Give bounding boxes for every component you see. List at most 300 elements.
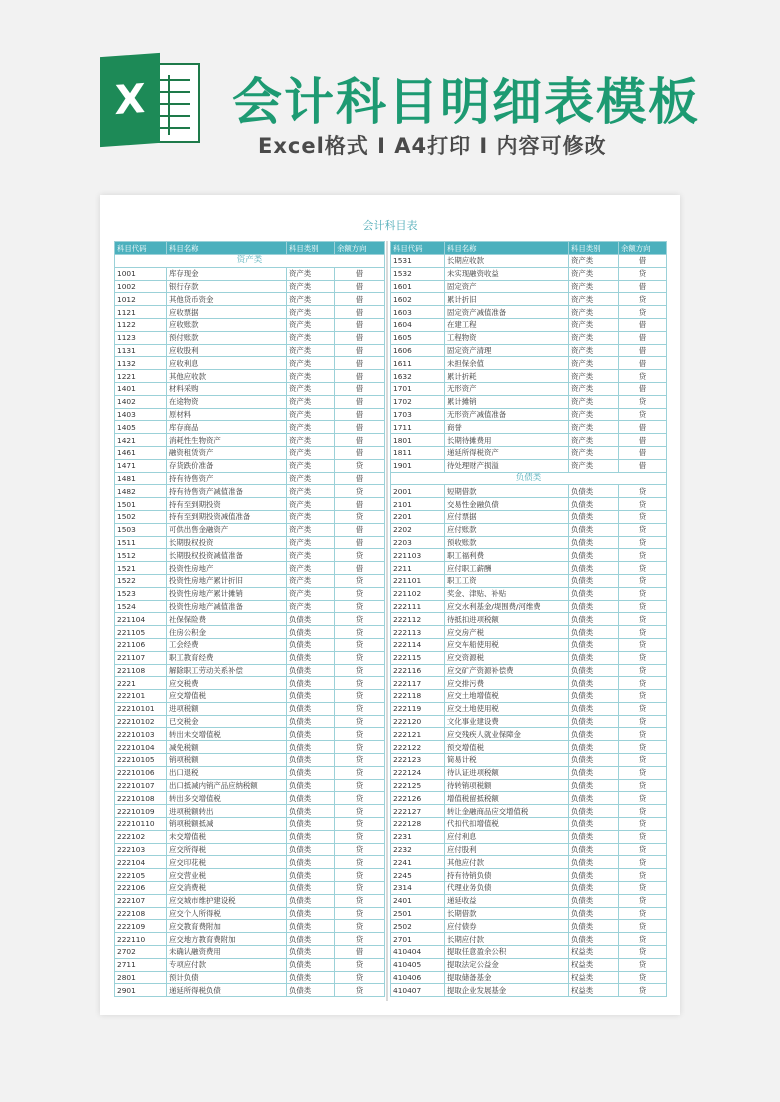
table-row — [391, 485, 667, 498]
cell-category: 资产类 — [287, 459, 335, 472]
cell-name: 应付债券 — [445, 920, 569, 933]
cell-direction: 借 — [335, 267, 385, 280]
cell-direction: 借 — [619, 434, 667, 447]
cell-category: 负债类 — [569, 562, 619, 575]
category-row — [115, 255, 385, 268]
table-row — [391, 715, 667, 728]
cell-name: 提取任意盈余公积 — [445, 946, 569, 959]
cell-name: 进项税额转出 — [167, 805, 287, 818]
cell-name: 应交教育费附加 — [167, 920, 287, 933]
cell-name: 销项税额抵减 — [167, 818, 287, 831]
cell-category: 负债类 — [569, 792, 619, 805]
cell-category: 负债类 — [569, 587, 619, 600]
cell-direction: 借 — [619, 344, 667, 357]
table-row — [391, 255, 667, 268]
cell-direction: 贷 — [619, 741, 667, 754]
table-row — [391, 805, 667, 818]
cell-category: 负债类 — [569, 702, 619, 715]
cell-category: 资产类 — [569, 434, 619, 447]
cell-code: 1405 — [115, 421, 167, 434]
cell-name: 住房公积金 — [167, 626, 287, 639]
cell-direction: 贷 — [335, 638, 385, 651]
cell-direction: 贷 — [335, 600, 385, 613]
cell-direction: 贷 — [335, 702, 385, 715]
table-row — [391, 651, 667, 664]
cell-name: 预付账款 — [167, 331, 287, 344]
cell-name: 代理业务负债 — [445, 882, 569, 895]
cell-name: 未交增值税 — [167, 830, 287, 843]
cell-code: 222106 — [115, 882, 167, 895]
cell-direction: 借 — [619, 446, 667, 459]
cell-name: 奖金、津贴、补贴 — [445, 587, 569, 600]
cell-direction: 借 — [335, 472, 385, 485]
cell-category: 负债类 — [287, 651, 335, 664]
cell-direction: 贷 — [335, 792, 385, 805]
cell-category: 资产类 — [569, 255, 619, 268]
cell-category: 资产类 — [569, 408, 619, 421]
cell-code: 1606 — [391, 344, 445, 357]
cell-name: 提取企业发展基金 — [445, 984, 569, 997]
cell-code: 22210108 — [115, 792, 167, 805]
cell-direction: 借 — [619, 255, 667, 268]
cell-category: 负债类 — [569, 690, 619, 703]
table-row — [115, 626, 385, 639]
cell-code: 22210102 — [115, 715, 167, 728]
excel-logo-icon — [100, 55, 200, 145]
cell-name: 应收利息 — [167, 357, 287, 370]
table-row — [115, 920, 385, 933]
cell-name: 出口退税 — [167, 766, 287, 779]
cell-name: 无形资产减值准备 — [445, 408, 569, 421]
cell-direction: 借 — [335, 331, 385, 344]
cell-code: 1511 — [115, 536, 167, 549]
cell-direction: 贷 — [619, 805, 667, 818]
table-row — [115, 357, 385, 370]
table-header-row — [115, 242, 385, 255]
cell-name: 投资性房地产减值准备 — [167, 600, 287, 613]
table-row — [391, 293, 667, 306]
cell-category: 负债类 — [569, 715, 619, 728]
cell-name: 销项税额 — [167, 754, 287, 767]
cell-direction: 贷 — [619, 613, 667, 626]
cell-direction: 借 — [335, 370, 385, 383]
cell-direction: 贷 — [335, 549, 385, 562]
column-header-category: 科目类别 — [287, 242, 335, 255]
cell-name: 待抵扣进项税额 — [445, 613, 569, 626]
cell-name: 持有待销负债 — [445, 869, 569, 882]
cell-name: 应收账款 — [167, 318, 287, 331]
cell-direction: 贷 — [335, 651, 385, 664]
cell-direction: 借 — [619, 421, 667, 434]
cell-category: 资产类 — [569, 293, 619, 306]
table-row — [391, 562, 667, 575]
cell-name: 商誉 — [445, 421, 569, 434]
cell-category: 资产类 — [287, 293, 335, 306]
cell-category: 负债类 — [287, 638, 335, 651]
cell-name: 融资租赁资产 — [167, 446, 287, 459]
cell-direction: 贷 — [619, 267, 667, 280]
cell-code: 221105 — [115, 626, 167, 639]
cell-direction: 贷 — [335, 613, 385, 626]
excel-badge — [100, 53, 160, 147]
cell-code: 1482 — [115, 485, 167, 498]
cell-code: 22210101 — [115, 702, 167, 715]
cell-direction: 贷 — [335, 485, 385, 498]
cell-category: 资产类 — [287, 370, 335, 383]
table-row — [391, 434, 667, 447]
cell-category: 负债类 — [287, 766, 335, 779]
cell-category: 负债类 — [287, 907, 335, 920]
cell-direction: 贷 — [619, 408, 667, 421]
cell-direction: 贷 — [619, 766, 667, 779]
cell-name: 累计摊销 — [445, 395, 569, 408]
cell-category: 负债类 — [569, 510, 619, 523]
cell-code: 1121 — [115, 306, 167, 319]
cell-name: 其他应收款 — [167, 370, 287, 383]
table-row — [115, 856, 385, 869]
table-row — [391, 446, 667, 459]
cell-name: 应付利息 — [445, 830, 569, 843]
cell-category: 资产类 — [569, 395, 619, 408]
cell-category: 资产类 — [569, 382, 619, 395]
cell-code: 222104 — [115, 856, 167, 869]
cell-name: 应付票据 — [445, 510, 569, 523]
cell-name: 固定资产减值准备 — [445, 306, 569, 319]
cell-code: 222113 — [391, 626, 445, 639]
cell-direction: 借 — [335, 306, 385, 319]
table-row — [115, 421, 385, 434]
cell-category: 资产类 — [287, 357, 335, 370]
cell-category: 资产类 — [287, 421, 335, 434]
cell-code: 22210109 — [115, 805, 167, 818]
cell-direction: 贷 — [619, 523, 667, 536]
cell-category: 负债类 — [569, 920, 619, 933]
cell-direction: 贷 — [335, 510, 385, 523]
table-row — [115, 830, 385, 843]
cell-code: 1001 — [115, 267, 167, 280]
cell-name: 应交房产税 — [445, 626, 569, 639]
cell-code: 1481 — [115, 472, 167, 485]
cell-category: 资产类 — [287, 600, 335, 613]
cell-direction: 借 — [619, 318, 667, 331]
table-row — [391, 933, 667, 946]
table-row — [115, 754, 385, 767]
cell-code: 2901 — [115, 984, 167, 997]
cell-code: 1901 — [391, 459, 445, 472]
cell-category: 负债类 — [287, 779, 335, 792]
cell-category: 负债类 — [287, 702, 335, 715]
cell-direction: 贷 — [619, 907, 667, 920]
cell-name: 投资性房地产累计摊销 — [167, 587, 287, 600]
cell-category: 负债类 — [287, 792, 335, 805]
cell-code: 2001 — [391, 485, 445, 498]
cell-name: 进项税额 — [167, 702, 287, 715]
cell-category: 权益类 — [569, 946, 619, 959]
table-row — [115, 434, 385, 447]
table-row — [391, 766, 667, 779]
cell-code: 2245 — [391, 869, 445, 882]
cell-direction: 贷 — [335, 894, 385, 907]
cell-code: 1501 — [115, 498, 167, 511]
table-row — [115, 779, 385, 792]
cell-name: 转出未交增值税 — [167, 728, 287, 741]
cell-name: 代扣代扣增值税 — [445, 818, 569, 831]
cell-direction: 贷 — [335, 958, 385, 971]
account-table-left — [114, 241, 385, 997]
table-row — [115, 344, 385, 357]
cell-code: 22210103 — [115, 728, 167, 741]
cell-direction: 贷 — [335, 754, 385, 767]
cell-category: 资产类 — [569, 306, 619, 319]
table-row — [391, 267, 667, 280]
cell-direction: 贷 — [619, 677, 667, 690]
cell-name: 未实现融资收益 — [445, 267, 569, 280]
cell-code: 221107 — [115, 651, 167, 664]
cell-code: 1471 — [115, 459, 167, 472]
table-row — [391, 984, 667, 997]
cell-code: 222126 — [391, 792, 445, 805]
table-row — [115, 792, 385, 805]
cell-category: 负债类 — [569, 754, 619, 767]
cell-name: 已交税金 — [167, 715, 287, 728]
cell-direction: 贷 — [619, 562, 667, 575]
table-row — [391, 536, 667, 549]
table-row — [391, 587, 667, 600]
cell-direction: 贷 — [335, 805, 385, 818]
table-row — [115, 472, 385, 485]
table-row — [115, 318, 385, 331]
cell-code: 1221 — [115, 370, 167, 383]
cell-name: 待认证进项税额 — [445, 766, 569, 779]
cell-direction: 贷 — [335, 830, 385, 843]
cell-name: 提取储备基金 — [445, 971, 569, 984]
table-row — [391, 894, 667, 907]
cell-code: 2314 — [391, 882, 445, 895]
cell-name: 银行存款 — [167, 280, 287, 293]
cell-name: 递延所得税资产 — [445, 446, 569, 459]
table-row — [391, 523, 667, 536]
cell-code: 221101 — [391, 574, 445, 587]
table-row — [115, 613, 385, 626]
cell-name: 工程物资 — [445, 331, 569, 344]
cell-name: 应交土地使用税 — [445, 702, 569, 715]
table-row — [115, 946, 385, 959]
cell-direction: 贷 — [619, 715, 667, 728]
cell-direction: 贷 — [619, 856, 667, 869]
table-row — [115, 510, 385, 523]
cell-code: 2711 — [115, 958, 167, 971]
cell-category: 负债类 — [569, 523, 619, 536]
table-row — [115, 971, 385, 984]
table-row — [391, 459, 667, 472]
cell-name: 累计折耗 — [445, 370, 569, 383]
cell-direction: 贷 — [619, 818, 667, 831]
cell-code: 222109 — [115, 920, 167, 933]
cell-category: 资产类 — [569, 318, 619, 331]
cell-direction: 贷 — [619, 933, 667, 946]
table-row — [115, 677, 385, 690]
cell-category: 资产类 — [569, 357, 619, 370]
table-row — [391, 549, 667, 562]
cell-code: 2211 — [391, 562, 445, 575]
table-row — [115, 280, 385, 293]
cell-code: 2702 — [115, 946, 167, 959]
cell-code: 1702 — [391, 395, 445, 408]
table-row — [391, 498, 667, 511]
cell-category: 负债类 — [569, 600, 619, 613]
cell-category: 资产类 — [569, 331, 619, 344]
cell-category: 资产类 — [287, 434, 335, 447]
cell-name: 长期待摊费用 — [445, 434, 569, 447]
cell-name: 应收票据 — [167, 306, 287, 319]
table-row — [391, 395, 667, 408]
cell-direction: 借 — [335, 536, 385, 549]
cell-code: 221104 — [115, 613, 167, 626]
table-row — [391, 792, 667, 805]
cell-code: 2701 — [391, 933, 445, 946]
cell-code: 1512 — [115, 549, 167, 562]
cell-code: 1524 — [115, 600, 167, 613]
cell-category: 负债类 — [569, 638, 619, 651]
table-row — [391, 280, 667, 293]
table-row — [391, 702, 667, 715]
cell-direction: 贷 — [619, 702, 667, 715]
cell-code: 2221 — [115, 677, 167, 690]
cell-category: 负债类 — [569, 549, 619, 562]
cell-name: 简易计税 — [445, 754, 569, 767]
cell-name: 应交土地增值税 — [445, 690, 569, 703]
cell-name: 累计折旧 — [445, 293, 569, 306]
page-title: 会计科目明细表模板 — [232, 73, 700, 131]
cell-name: 持有至到期投资 — [167, 498, 287, 511]
table-row — [115, 638, 385, 651]
table-row — [391, 408, 667, 421]
table-row — [115, 869, 385, 882]
table-row — [115, 843, 385, 856]
cell-direction: 借 — [335, 523, 385, 536]
table-row — [115, 446, 385, 459]
cell-code: 222108 — [115, 907, 167, 920]
cell-name: 预计负债 — [167, 971, 287, 984]
cell-code: 1502 — [115, 510, 167, 523]
table-row — [115, 562, 385, 575]
logo-letter: X — [114, 75, 146, 125]
cell-name: 库存商品 — [167, 421, 287, 434]
cell-direction: 贷 — [335, 626, 385, 639]
cell-code: 1401 — [115, 382, 167, 395]
cell-direction: 贷 — [335, 971, 385, 984]
cell-name: 应交排污费 — [445, 677, 569, 690]
cell-code: 1461 — [115, 446, 167, 459]
cell-category: 资产类 — [287, 344, 335, 357]
cell-name: 应交营业税 — [167, 869, 287, 882]
cell-name: 固定资产 — [445, 280, 569, 293]
table-row — [391, 318, 667, 331]
cell-direction: 贷 — [619, 549, 667, 562]
cell-direction: 贷 — [619, 894, 667, 907]
cell-category: 负债类 — [569, 894, 619, 907]
cell-category: 资产类 — [287, 472, 335, 485]
table-row — [391, 958, 667, 971]
cell-direction: 贷 — [619, 395, 667, 408]
cell-category: 负债类 — [287, 728, 335, 741]
cell-name: 预交增值税 — [445, 741, 569, 754]
cell-category: 资产类 — [287, 523, 335, 536]
cell-category: 负债类 — [287, 920, 335, 933]
cell-name: 待处理财产损溢 — [445, 459, 569, 472]
table-row — [115, 485, 385, 498]
cell-code: 1711 — [391, 421, 445, 434]
cell-code: 1605 — [391, 331, 445, 344]
cell-name: 长期借款 — [445, 907, 569, 920]
cell-direction: 借 — [335, 293, 385, 306]
cell-direction: 贷 — [619, 869, 667, 882]
cell-direction: 贷 — [335, 984, 385, 997]
cell-category: 负债类 — [569, 498, 619, 511]
cell-code: 2231 — [391, 830, 445, 843]
cell-code: 410407 — [391, 984, 445, 997]
cell-code: 2101 — [391, 498, 445, 511]
cell-category: 负债类 — [569, 856, 619, 869]
column-header-code: 科目代码 — [391, 242, 445, 255]
cell-category: 资产类 — [287, 549, 335, 562]
cell-category: 负债类 — [569, 485, 619, 498]
cell-category: 资产类 — [287, 574, 335, 587]
cell-code: 1801 — [391, 434, 445, 447]
cell-code: 1701 — [391, 382, 445, 395]
table-row — [391, 510, 667, 523]
table-row — [115, 600, 385, 613]
cell-direction: 借 — [619, 459, 667, 472]
cell-code: 1402 — [115, 395, 167, 408]
cell-category: 资产类 — [287, 280, 335, 293]
cell-direction: 贷 — [335, 728, 385, 741]
table-row — [391, 741, 667, 754]
table-row — [115, 549, 385, 562]
cell-code: 2202 — [391, 523, 445, 536]
table-row — [115, 408, 385, 421]
table-row — [115, 498, 385, 511]
table-header-row — [391, 242, 667, 255]
table-row — [115, 395, 385, 408]
table-row — [115, 715, 385, 728]
cell-name: 减免税额 — [167, 741, 287, 754]
cell-category: 资产类 — [287, 331, 335, 344]
cell-direction: 贷 — [619, 600, 667, 613]
table-row — [391, 626, 667, 639]
cell-name: 原材料 — [167, 408, 287, 421]
table-row — [115, 587, 385, 600]
table-row — [115, 306, 385, 319]
table-row — [391, 754, 667, 767]
table-row — [115, 382, 385, 395]
cell-name: 应交增值税 — [167, 690, 287, 703]
cell-code: 1132 — [115, 357, 167, 370]
cell-category: 资产类 — [287, 318, 335, 331]
cell-direction: 贷 — [619, 485, 667, 498]
cell-category: 负债类 — [569, 805, 619, 818]
account-table-right — [390, 241, 667, 997]
cell-direction: 贷 — [619, 843, 667, 856]
cell-direction: 借 — [335, 395, 385, 408]
cell-name: 应交资源税 — [445, 651, 569, 664]
cell-name: 应付股利 — [445, 843, 569, 856]
cell-direction: 贷 — [619, 306, 667, 319]
cell-category: 负债类 — [287, 946, 335, 959]
table-row — [115, 459, 385, 472]
cell-direction: 贷 — [335, 741, 385, 754]
cell-direction: 贷 — [335, 664, 385, 677]
